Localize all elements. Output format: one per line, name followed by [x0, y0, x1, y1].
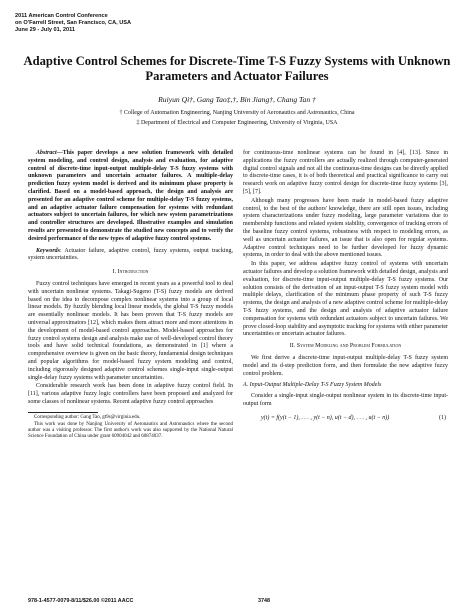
conference-header — [15, 13, 131, 34]
affiliation-1: † College of Automation Engineering, Nanjing University of Aeronautics and Astronautics, China — [119, 110, 355, 116]
copyright-line: 978-1-4577-0079-8/11/$26.00 ©2011 AACC — [28, 598, 134, 604]
abstract — [28, 150, 233, 244]
footnote-divider — [28, 412, 98, 413]
footnote-funding: This work was done by Nanjing University of Aeronautics and Astronautics where the second author was a visiting professor. The first author's work was also supported by the National Natural Science Foundation of China under grant 60904042 and 60874037. — [28, 421, 233, 440]
conference-dates: June 29 - July 01, 2011 — [15, 27, 76, 33]
page-number: 3748 — [258, 598, 270, 604]
equation-text: y(t) = f(y(t − 1), . . . , y(t − n), u(t − d), . . . , u(t − n)) — [261, 414, 390, 421]
conference-name: 2011 American Control Conference — [15, 13, 108, 19]
paper-title: Adaptive Control Schemes for Discrete-Time T-S Fuzzy Systems with Unknown Parameters and Actuator Failures — [23, 54, 451, 83]
intro-paragraph-5: In this paper, we address adaptive fuzzy control of systems with uncertain actuator failures and develop a solution framework with detailed design, analysis and evaluation, for discrete-time input-output multiple-delay T-S fuzzy systems. Our solution consists of the derivation of an input-output T-S fuzzy system model with multiple delays, clarification of the minimum phase property of such T-S fuzzy systems, the design and analysis of a new adaptive control scheme for multiple-delay T-S fuzzy systems, and the design and analysis of adaptive actuator failure compensation for systems with redundant actuators subject to uncertain failures. We prove closed-loop stability and asymptotic tracking for systems with either parameter uncertainties or uncertain actuator failures. — [243, 261, 448, 338]
intro-paragraph-4: Although many progresses have been made in model-based fuzzy adaptive control, to the best of the authors' knowledge, there are still open issues, including system characterizations under fuzzy modeling, large parameter variations due to membership functions and related system stability, convergence of tracking errors of the baseline fuzzy control systems, robustness with respect to modeling errors, as well as uncertain actuator failures, an issue that is also open for regular systems. Adaptive control techniques need to be further developed for fuzzy dynamic systems, in order to deal with the above mentioned issues. — [243, 197, 448, 259]
section-heading-introduction: I. Introduction — [112, 269, 149, 276]
subsection-heading: A. Input-Output Multiple-Delay T-S Fuzzy System Models — [243, 382, 382, 389]
equation-1 — [243, 415, 448, 423]
keywords — [28, 248, 233, 264]
keywords-label: Keywords — [36, 247, 60, 254]
right-column — [243, 150, 448, 423]
footnote-corresponding: Corresponding author: Gang Tao, gt9s@virginia.edu. — [34, 414, 141, 420]
author-list: Ruiyun Qi†, Gang Tao‡,†, Bin Jiang†, Chang Tan † — [158, 95, 316, 104]
left-column — [28, 150, 233, 442]
subsection-paragraph: Consider a single-input single-output nonlinear system in its discrete-time input-output form — [243, 393, 448, 407]
affiliations — [0, 108, 474, 128]
intro-paragraph-2: Considerable research work has been done in adaptive fuzzy control field. In [11], various adaptive fuzzy logic controllers have been proposed and analyzed for some classes of nonlinear systems. Recent adaptive fuzzy control approaches — [28, 383, 233, 405]
section-heading-modeling: II. System Modeling and Problem Formulation — [289, 343, 402, 350]
intro-paragraph-3: for continuous-time nonlinear systems can be found in [4], [13]. Since in applications the fuzzy controllers are actually realized through computer-generated digital control signals and not all the continuous-time designs can be directly applied to discrete-time cases, it is of both theoretical and practical significance to carry out research work on adaptive fuzzy control design for discrete-time fuzzy systems [3], [5], [7]. — [243, 150, 448, 195]
intro-paragraph-1: Fuzzy control techniques have emerged in recent years as a powerful tool to deal with uncertain nonlinear systems. Takagi-Sugeno (T-S) fuzzy models are derived based on the idea to decompose complex nonlinear systems into a group of local linear models. By fuzzily blending local linear models, the global T-S fuzzy models are essentially nonlinear models. It has been proven that T-S fuzzy models are universal approximators [12], which makes them attract more and more attentions in the development of model-based control approaches. Model-based approaches for fuzzy control systems design and analysis make use of well-developed control theory tools and have solid technical foundations, as demonstrated in [1] where a comprehensive overview is given on the basic theory, fundamental design techniques and popular algorithms for model-based fuzzy system modeling and control, including rigorously designed adaptive control schemes single-input single-output single-delay fuzzy systems with parameter uncertainties. — [28, 280, 233, 381]
conference-venue: on O'Farrell Street, San Francisco, CA, USA — [15, 20, 132, 26]
modeling-paragraph: We first derive a discrete-time input-output multiple-delay T-S fuzzy system model and its d-step prediction form, and then formulate the new adaptive fuzzy control problem. — [243, 354, 448, 377]
affiliation-2: ‡ Department of Electrical and Computer Engineering, University of Virginia, USA — [136, 120, 338, 126]
abstract-text: —This paper develops a new solution framework with detailed system modeling, and control design, analysis and evaluation, for adaptive control of discrete-time input-output multiple-delay T-S fuzzy systems with unknown parameters and uncertain actuator failures. A multiple-delay prediction fuzzy system model is derived and its minimum phase property is clarified. Based on a model-based approach, the design and analysis are presented for an adaptive control scheme for multiple-delay T-S fuzzy systems, and an adaptive actuator failure compensation for systems with redundant actuators subject to uncertain failures, for which new system parametrizations and controller structures are developed. Illustrative examples and simulation results are presented to demonstrate the studied new concepts and to verify the desired performance of the new types of adaptive fuzzy control systems. — [28, 150, 233, 242]
abstract-label: Abstract — [36, 150, 57, 156]
keywords-text: : Actuator failure, adaptive control, fuzzy systems, output tracking, system uncertainties. — [28, 247, 233, 262]
equation-number: (1) — [439, 414, 446, 421]
